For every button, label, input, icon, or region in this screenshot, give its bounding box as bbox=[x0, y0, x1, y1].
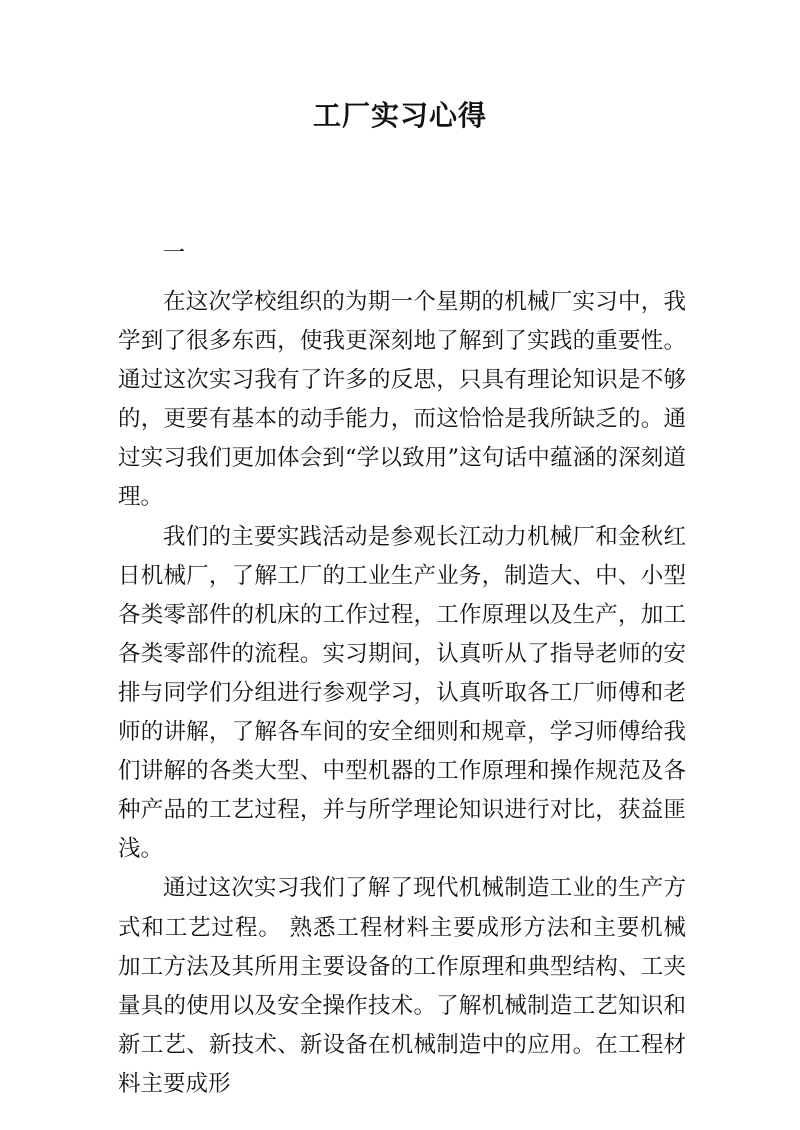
document-title: 工厂实习心得 bbox=[312, 99, 487, 132]
document-body bbox=[118, 283, 686, 1104]
section-number: 一 bbox=[163, 241, 186, 266]
paragraph-1: 在这次学校组织的为期一个星期的机械厂实习中，我学到了很多东西，使我更深刻地了解到了实践的重要性。通过这次实习我有了许多的反思，只具有理论知识是不够的，更要有基本的动手能力，而这恰恰是我所缺乏的。通过实习我们更加体会到“学以致用”这句话中蕴涵的深刻道理。 bbox=[118, 289, 686, 511]
paragraph-3: 通过这次实习我们了解了现代机械制造工业的生产方式和工艺过程。 熟悉工程材料主要成形方法和主要机械加工方法及其所用主要设备的工作原理和典型结构、工夹量具的使用以及安全操作技术。了解机械制造工艺知识和新工艺、新技术、新设备在机械制造中的应用。在工程材料主要成形 bbox=[118, 875, 686, 1097]
paragraph-2: 我们的主要实践活动是参观长江动力机械厂和金秋红日机械厂，了解工厂的工业生产业务，制造大、中、小型各类零部件的机床的工作过程，工作原理以及生产，加工各类零部件的流程。实习期间，认真听从了指导老师的安排与同学们分组进行参观学习，认真听取各工厂师傅和老师的讲解，了解各车间的安全细则和规章，学习师傅给我们讲解的各类大型、中型机器的工作原理和操作规范及各种产品的工艺过程，并与所学理论知识进行对比，获益匪浅。 bbox=[118, 523, 686, 863]
